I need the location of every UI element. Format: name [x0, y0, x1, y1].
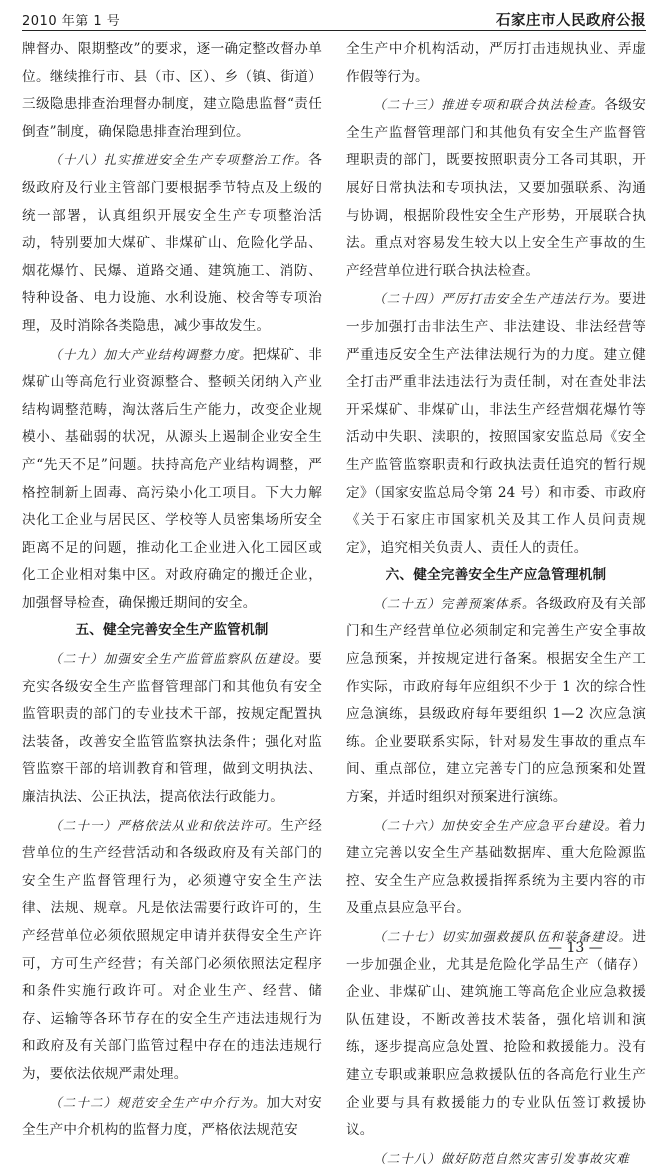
clause-heading: （十八）扎实推进安全生产专项整治工作。 — [49, 152, 309, 168]
clause-heading: （二十八）做好防范自然灾害引发事故灾难 — [373, 1150, 630, 1166]
left-column — [22, 36, 322, 1139]
clause-body: 把煤矿、非煤矿山等高危行业资源整合、整顿关闭纳入产业结构调整范畴，淘汰落后生产能力，改变企业规模小、基础弱的状况，从源头上遏制企业安全生产“先天不足”问题。扶持高危产业结构调整，严格控制新上固毒、高污染小化工项目。下大力解决化工企业与居民区、学校等人员密集场所安全距离不足的问题，推动化工企业进入化工园区或化工企业相对集中区。对政府确定的搬迁企业，加强督导检查，确保搬迁期间的安全。 — [22, 346, 322, 611]
clause-heading: （二十）加强安全生产监管监察队伍建设。 — [49, 651, 309, 667]
clause-body: 各级安全生产监督管理部门和其他负有安全生产监督管理职责的部门，既要按照职责分工各司其职，开展好日常执法和专项执法，又要加强联系、沟通与协调，根据阶段性安全生产形势，开展联合执法。重点对容易发生较大以上安全生产事故的生产经营单位进行联合执法检查。 — [346, 97, 646, 279]
clause-body: 着力建立完善以安全生产基础数据库、重大危险源监控、安全生产应急救援指挥系统为主要内容的市及重点县应急平台。 — [346, 817, 646, 917]
journal-title: 石家庄市人民政府公报 — [496, 13, 646, 29]
paragraph — [346, 285, 646, 562]
paragraph — [346, 923, 646, 1145]
clause-heading: （二十七）切实加强救援队伍和装备建设。 — [373, 929, 633, 944]
clause-heading: （二十五）完善预案体系。 — [373, 595, 536, 611]
issue-label: 2010 年第 1 号 — [22, 14, 121, 29]
clause-body: 加大对安全生产中介机构的监督力度，严格依法规范安 — [22, 1094, 322, 1139]
paragraph: 全生产中介机构活动，严厉打击违规执业、弄虚作假等行为。 — [346, 41, 646, 85]
paragraph — [22, 812, 322, 1089]
clause-body: 各级政府及行业主管部门要根据季节特点及上级的统一部署，认真组织开展安全生产专项整治活动，特别要加大煤矿、非煤矿山、危险化学品、烟花爆竹、民爆、道路交通、建筑施工、消防、特种设备、电力设施、水利设施、校舍等专项治理，及时消除各类隐患，减少事故发生。 — [22, 152, 322, 334]
clause-body: 要充实各级安全生产监督管理部门和其他负有安全监管职责的部门的专业技术干部，按规定配置执法装备，改善安全监管监察执法条件；强化对监管监察干部的培训教育和管理，做到文明执法、廉洁执法、公正执法，提高依法行政能力。 — [22, 651, 322, 806]
clause-body: 要进一步加强打击非法生产、非法建设、非法经营等严重违反安全生产法律法规行为的力度。建立健全打击严重非法违法行为责任制，对在查处非法开采煤矿、非煤矿山，非法生产经营烟花爆竹等活动中失职、渎职的，按照国家安监总局《安全生产监管监察职责和行政执法责任追究的暂行规定》（国家安监总局令第 24 号）和市委、市政府《关于石家庄市国家机关及其工作人员问责规定》，追究相关负责人、责任人的责任。 — [346, 291, 646, 556]
paragraph — [346, 91, 646, 285]
clause-heading: （二十四）严厉打击安全生产违法行为。 — [373, 291, 619, 307]
clause-body: 生产经营单位的生产经营活动和各级政府及有关部门的安全生产监督管理行为，必须遵守安全生产法律、法规、规章。凡是依法需要行政许可的，生产经营单位必须依照规定申请并获得安全生产许可，方可生产经营；有关部门必须依照法定程序和条件实施行政许可。对企业生产、经营、储存、运输等各环节存在的安全生产违法违规行为和政府及有关部门监管过程中存在的违法违规行为，要依法依规严肃处理。 — [22, 817, 322, 1082]
paragraph — [346, 1145, 646, 1173]
clause-body: 各级政府及有关部门和生产经营单位必须制定和完善生产安全事故应急预案，并按规定进行备案。根据安全生产工作实际，市政府每年应组织不少于 1 次的综合性应急演练，县级政府每年要组织 1—2 次应急演练。企业要联系实际，针对易发生事故的重点车间、重点部位，建立完善专门的应急预案和处置方案，并适时组织对预案进行演练。 — [346, 595, 646, 806]
section-heading: 六、健全完善安全生产应急管理机制 — [385, 567, 607, 584]
section-heading: 五、健全完善安全生产监管机制 — [75, 622, 269, 639]
clause-body: 进一步加强企业，尤其是危险化学品生产（储存）企业、非煤矿山、建筑施工等高危企业应急救援队伍建设，不断改善技术装备，强化培训和演练，逐步提高应急处置、抢险和救援能力。没有建立专职或兼职应急救援队伍的各高危行业生产企业要与具有救援能力的专业队伍签订救援协议。 — [346, 929, 646, 1139]
clause-heading: （二十三）推进专项和联合执法检查。 — [373, 97, 605, 113]
paragraph — [22, 645, 322, 812]
paragraph — [346, 812, 646, 923]
page-header — [22, 8, 646, 31]
paragraph — [346, 590, 646, 812]
clause-heading: （二十一）严格依法从业和依法许可。 — [49, 817, 281, 833]
paragraph — [22, 1089, 322, 1145]
paragraph: 牌督办、限期整改”的要求，逐一确定整改督办单位。继续推行市、县（市、区）、乡（镇、街道）三级隐患排查治理督办制度，建立隐患监督“责任倒查”制度，确保隐患排查治理到位。 — [22, 41, 322, 140]
clause-heading: （二十六）加快安全生产应急平台建设。 — [373, 817, 619, 833]
clause-heading: （二十二）规范安全生产中介行为。 — [49, 1094, 267, 1110]
page-number: — 13 — — [548, 940, 603, 956]
paragraph — [22, 146, 322, 340]
clause-heading: （十九）加大产业结构调整力度。 — [49, 346, 253, 362]
paragraph — [22, 341, 322, 618]
